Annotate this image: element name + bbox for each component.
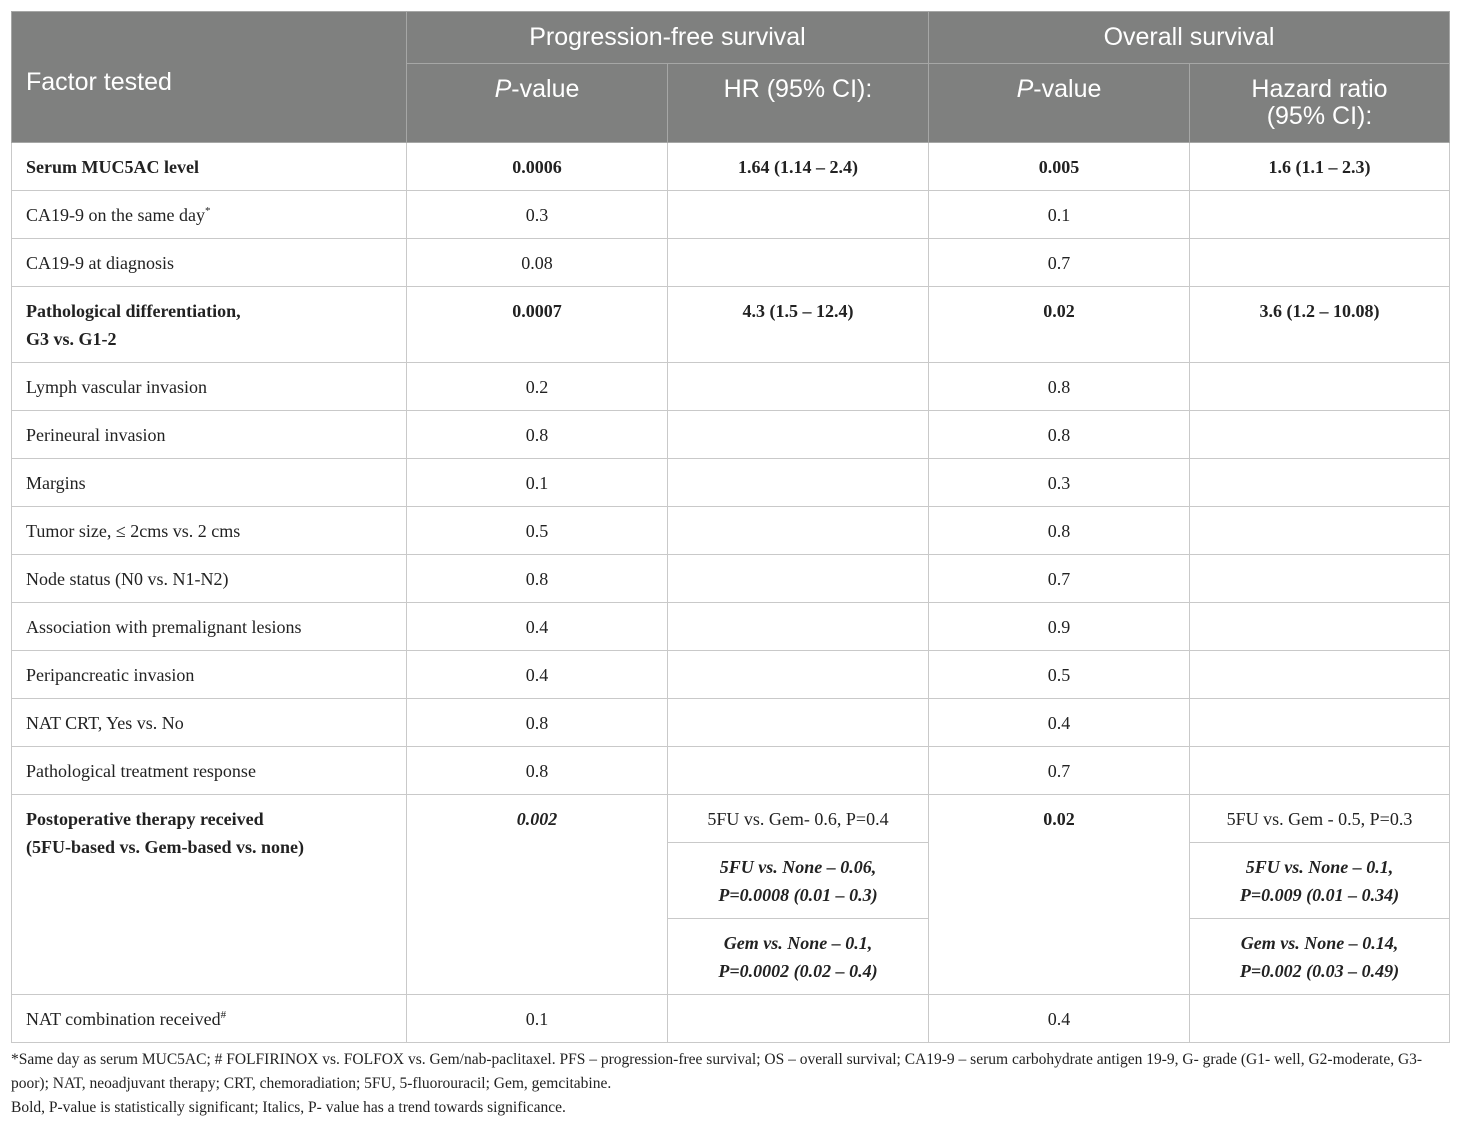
pfs-hr-cell <box>668 191 929 239</box>
table-row <box>12 995 1450 1043</box>
pfs-pvalue-cell: 0.8 <box>407 747 668 795</box>
pfs-pvalue-cell: 0.0007 <box>407 287 668 363</box>
factor-cell: Pathological differentiation, G3 vs. G1-2 <box>12 287 407 363</box>
os-hr-cell <box>1190 995 1450 1043</box>
factor-cell: Postoperative therapy received (5FU-based vs. Gem-based vs. none) <box>12 795 407 995</box>
table-footnote <box>11 1048 1451 1120</box>
header-row-1 <box>12 12 1450 64</box>
os-pvalue-cell: 0.4 <box>929 995 1190 1043</box>
header-factor: Factor tested <box>12 12 407 143</box>
table-row <box>12 555 1450 603</box>
factor-cell: Lymph vascular invasion <box>12 363 407 411</box>
pfs-hr-cell <box>668 555 929 603</box>
footnote-legend: Bold, P-value is statistically significant; Italics, P- value has a trend towards significance. <box>11 1099 566 1116</box>
pfs-hr-cell <box>668 747 929 795</box>
table-row <box>12 507 1450 555</box>
pfs-pvalue-cell: 0.0006 <box>407 143 668 191</box>
factor-cell: Serum MUC5AC level <box>12 143 407 191</box>
pfs-pvalue-cell: 0.1 <box>407 459 668 507</box>
pfs-hr-cell <box>668 507 929 555</box>
table-row <box>12 747 1450 795</box>
pfs-hr-cell <box>668 459 929 507</box>
os-hr-cell <box>1190 651 1450 699</box>
os-hr-cell: 5FU vs. None – 0.1, P=0.009 (0.01 – 0.34) <box>1190 843 1450 919</box>
table-row <box>12 795 1450 843</box>
factor-cell: Margins <box>12 459 407 507</box>
table-row <box>12 651 1450 699</box>
os-pvalue-cell: 0.3 <box>929 459 1190 507</box>
pfs-pvalue-cell: 0.4 <box>407 603 668 651</box>
header-pfs: Progression-free survival <box>407 12 929 64</box>
os-pvalue-cell: 0.02 <box>929 795 1190 995</box>
os-hr-cell <box>1190 507 1450 555</box>
pfs-pvalue-cell: 0.4 <box>407 651 668 699</box>
table-row <box>12 239 1450 287</box>
os-hr-cell <box>1190 239 1450 287</box>
pfs-pvalue-cell: 0.1 <box>407 995 668 1043</box>
factor-cell: Pathological treatment response <box>12 747 407 795</box>
pfs-hr-cell <box>668 603 929 651</box>
pfs-pvalue-cell: 0.08 <box>407 239 668 287</box>
pfs-pvalue-cell: 0.5 <box>407 507 668 555</box>
table-row <box>12 459 1450 507</box>
os-pvalue-cell: 0.7 <box>929 555 1190 603</box>
os-pvalue-cell: 0.1 <box>929 191 1190 239</box>
os-pvalue-cell: 0.005 <box>929 143 1190 191</box>
header-os: Overall survival <box>929 12 1450 64</box>
os-pvalue-cell: 0.5 <box>929 651 1190 699</box>
os-pvalue-cell: 0.8 <box>929 363 1190 411</box>
pfs-pvalue-cell: 0.8 <box>407 411 668 459</box>
table-row <box>12 143 1450 191</box>
pfs-hr-cell: 5FU vs. Gem- 0.6, P=0.4 <box>668 795 929 843</box>
os-hr-cell <box>1190 555 1450 603</box>
os-hr-cell <box>1190 459 1450 507</box>
factor-cell: NAT combination received# <box>12 995 407 1043</box>
factor-cell: CA19-9 on the same day* <box>12 191 407 239</box>
pfs-hr-cell: Gem vs. None – 0.1, P=0.0002 (0.02 – 0.4) <box>668 919 929 995</box>
os-hr-cell: 3.6 (1.2 – 10.08) <box>1190 287 1450 363</box>
header-pfs-pvalue: P-value <box>407 64 668 143</box>
results-table <box>11 11 1450 1043</box>
os-pvalue-cell: 0.8 <box>929 411 1190 459</box>
os-pvalue-cell: 0.7 <box>929 747 1190 795</box>
header-os-pvalue: P-value <box>929 64 1190 143</box>
footnote-abbreviations: *Same day as serum MUC5AC; # FOLFIRINOX vs. FOLFOX vs. Gem/nab-paclitaxel. PFS – progression-free survival; OS – overall survival; CA19-9 – serum carbohydrate antigen 19-9, G- grade (G1- well, G2-moderate, G3- poor); NAT, neoadjuvant therapy; CRT, chemoradiation; 5FU, 5-fluorouracil; Gem, gemcitabine. <box>11 1051 1423 1092</box>
header-os-hr: Hazard ratio (95% CI): <box>1190 64 1450 143</box>
os-hr-cell: 1.6 (1.1 – 2.3) <box>1190 143 1450 191</box>
pfs-hr-cell: 4.3 (1.5 – 12.4) <box>668 287 929 363</box>
pfs-hr-cell <box>668 363 929 411</box>
os-pvalue-cell: 0.7 <box>929 239 1190 287</box>
pfs-hr-cell <box>668 699 929 747</box>
factor-cell: Tumor size, ≤ 2cms vs. 2 cms <box>12 507 407 555</box>
os-hr-cell <box>1190 747 1450 795</box>
table-row <box>12 411 1450 459</box>
pfs-pvalue-cell: 0.3 <box>407 191 668 239</box>
table-row <box>12 287 1450 363</box>
pfs-pvalue-cell: 0.002 <box>407 795 668 995</box>
os-pvalue-cell: 0.4 <box>929 699 1190 747</box>
header-pfs-hr: HR (95% CI): <box>668 64 929 143</box>
pfs-hr-cell <box>668 995 929 1043</box>
factor-cell: CA19-9 at diagnosis <box>12 239 407 287</box>
factor-cell: NAT CRT, Yes vs. No <box>12 699 407 747</box>
factor-cell: Peripancreatic invasion <box>12 651 407 699</box>
table-row <box>12 603 1450 651</box>
os-hr-cell <box>1190 411 1450 459</box>
pfs-hr-cell <box>668 411 929 459</box>
factor-cell: Perineural invasion <box>12 411 407 459</box>
factor-cell: Association with premalignant lesions <box>12 603 407 651</box>
os-hr-cell <box>1190 699 1450 747</box>
pfs-hr-cell <box>668 651 929 699</box>
os-pvalue-cell: 0.02 <box>929 287 1190 363</box>
os-pvalue-cell: 0.9 <box>929 603 1190 651</box>
os-hr-cell: 5FU vs. Gem - 0.5, P=0.3 <box>1190 795 1450 843</box>
pfs-pvalue-cell: 0.8 <box>407 555 668 603</box>
os-hr-cell: Gem vs. None – 0.14, P=0.002 (0.03 – 0.49) <box>1190 919 1450 995</box>
os-hr-cell <box>1190 191 1450 239</box>
table-container <box>11 11 1449 1043</box>
os-hr-cell <box>1190 603 1450 651</box>
pfs-pvalue-cell: 0.8 <box>407 699 668 747</box>
pfs-hr-cell <box>668 239 929 287</box>
pfs-pvalue-cell: 0.2 <box>407 363 668 411</box>
pfs-hr-cell: 5FU vs. None – 0.06, P=0.0008 (0.01 – 0.3) <box>668 843 929 919</box>
table-row <box>12 363 1450 411</box>
os-pvalue-cell: 0.8 <box>929 507 1190 555</box>
os-hr-cell <box>1190 363 1450 411</box>
table-row <box>12 191 1450 239</box>
factor-cell: Node status (N0 vs. N1-N2) <box>12 555 407 603</box>
pfs-hr-cell: 1.64 (1.14 – 2.4) <box>668 143 929 191</box>
table-row <box>12 699 1450 747</box>
